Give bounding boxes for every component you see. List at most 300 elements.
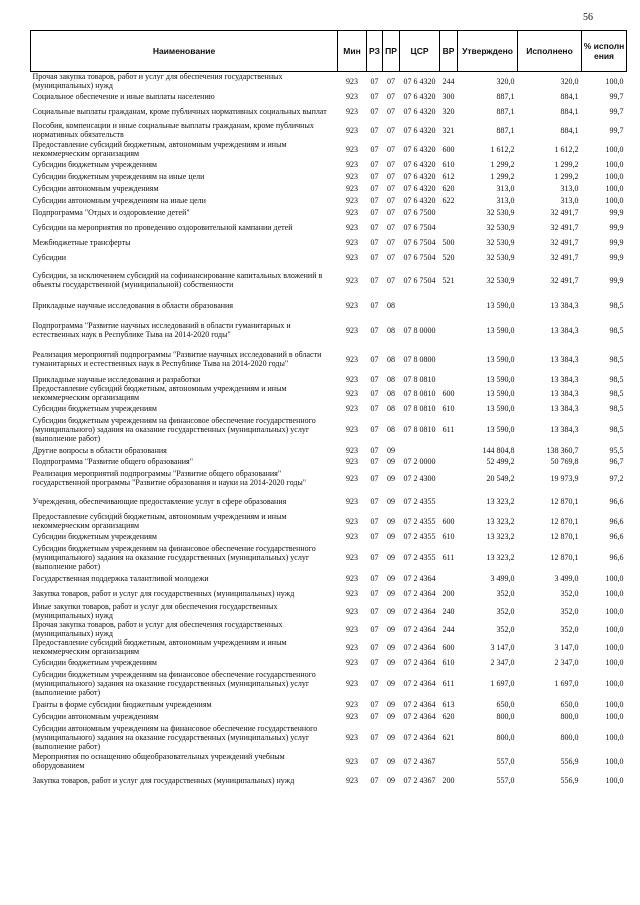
row-rz: 07 (370, 125, 379, 135)
row-name: Субсидии, за исключением субсидий на софинансирование капитальных вложений в объекты государственной (муниципальной) собственности (32, 271, 323, 289)
row-approved: 13 590,0 (486, 354, 515, 364)
row-vr (440, 490, 458, 512)
row-approved: 13 323,2 (486, 516, 515, 526)
row-pr: 08 (387, 300, 395, 310)
row-csr: 07 6 7504 (403, 252, 436, 262)
row-pr: 09 (387, 606, 395, 616)
row-percent: 99,9 (609, 252, 624, 262)
row-vr: 610 (442, 657, 455, 667)
row-percent: 96,6 (609, 531, 624, 541)
row-pr: 09 (387, 756, 395, 766)
row-pr: 09 (387, 775, 395, 785)
row-csr: 07 6 4320 (403, 183, 436, 193)
row-pr: 09 (387, 624, 395, 634)
row-csr: 07 6 7504 (403, 237, 436, 247)
row-vr: 321 (442, 125, 455, 135)
row-rz: 07 (370, 516, 379, 526)
row-executed: 32 491,7 (550, 252, 579, 262)
row-executed: 556,9 (560, 756, 579, 766)
row-pr: 09 (387, 473, 395, 483)
table-row (31, 444, 627, 456)
row-csr: 07 2 4364 (403, 732, 436, 742)
row-min: 923 (346, 252, 358, 262)
row-rz: 07 (370, 207, 379, 217)
row-min: 923 (346, 374, 358, 384)
row-pr: 07 (387, 171, 395, 181)
row-percent: 100,0 (605, 732, 624, 742)
row-min: 923 (346, 275, 358, 285)
row-vr: 612 (442, 171, 455, 181)
row-approved: 13 323,2 (486, 552, 515, 562)
row-rz: 07 (370, 76, 379, 86)
row-pr: 09 (387, 732, 395, 742)
row-percent: 99,9 (609, 222, 624, 232)
row-pr: 07 (387, 183, 395, 193)
row-percent: 100,0 (605, 624, 624, 634)
row-percent: 100,0 (605, 606, 624, 616)
row-approved: 1 697,0 (490, 678, 515, 688)
row-executed: 884,1 (560, 91, 579, 101)
row-executed: 138 360,7 (546, 445, 579, 455)
row-percent: 100,0 (605, 775, 624, 785)
row-csr: 07 2 4355 (403, 531, 436, 541)
row-vr: 600 (442, 388, 455, 398)
row-executed: 13 384,3 (550, 403, 579, 413)
row-executed: 320,0 (560, 76, 579, 86)
row-percent: 100,0 (605, 642, 624, 652)
header-rz: РЗ (367, 31, 383, 72)
row-min: 923 (346, 588, 358, 598)
row-name: Межбюджетные трансферты (32, 237, 131, 247)
row-vr (440, 572, 458, 584)
row-min: 923 (346, 171, 358, 181)
row-name: Прочая закупка товаров, работ и услуг для обеспечения государственных (муниципальных) нужд (32, 72, 283, 90)
row-min: 923 (346, 144, 358, 154)
row-vr: 600 (442, 642, 455, 652)
table-row (31, 770, 627, 790)
row-csr: 07 6 7504 (403, 275, 436, 285)
row-vr (440, 344, 458, 374)
header-csr: ЦСР (400, 31, 440, 72)
row-csr (400, 444, 440, 456)
row-approved: 887,1 (496, 125, 515, 135)
row-rz: 07 (370, 374, 379, 384)
row-approved: 2 347,0 (490, 657, 515, 667)
row-executed: 313,0 (560, 183, 579, 193)
table-row (31, 170, 627, 182)
row-name: Субсидии автономным учреждениям (32, 183, 159, 193)
table-row (31, 602, 627, 620)
row-percent: 98,5 (609, 300, 624, 310)
table-row (31, 218, 627, 236)
row-rz: 07 (370, 678, 379, 688)
row-rz: 07 (370, 300, 379, 310)
row-min: 923 (346, 657, 358, 667)
row-percent: 100,0 (605, 588, 624, 598)
row-rz: 07 (370, 445, 379, 455)
row-pr: 09 (387, 531, 395, 541)
row-approved: 320,0 (496, 76, 515, 86)
row-csr: 07 6 4320 (403, 125, 436, 135)
row-name: Субсидии бюджетным учреждениям на иные цели (32, 171, 205, 181)
row-executed: 32 491,7 (550, 237, 579, 247)
row-executed: 50 769,8 (550, 456, 579, 466)
row-rz: 07 (370, 403, 379, 413)
row-name: Субсидии бюджетным учреждениям на финансовое обеспечение государственного (муниципального) задания на оказание государственных (муниципальных) услуг (выполнение работ) (32, 669, 316, 697)
row-name: Иные закупки товаров, работ и услуг для обеспечения государственных (муниципальных) нужд (32, 602, 278, 620)
table-row (31, 248, 627, 266)
row-csr: 07 8 0810 (403, 388, 436, 398)
table-row (31, 402, 627, 414)
row-csr: 07 2 4367 (403, 775, 436, 785)
row-approved: 352,0 (496, 606, 515, 616)
row-pr: 09 (387, 445, 395, 455)
row-min: 923 (346, 403, 358, 413)
row-executed: 13 384,3 (550, 300, 579, 310)
row-csr: 07 6 4320 (403, 159, 436, 169)
row-min: 923 (346, 775, 358, 785)
row-vr: 610 (442, 159, 455, 169)
row-vr: 300 (442, 91, 455, 101)
row-rz: 07 (370, 711, 379, 721)
row-min: 923 (346, 207, 358, 217)
row-csr: 07 2 4364 (403, 678, 436, 688)
table-row (31, 456, 627, 466)
header-vr: ВР (440, 31, 458, 72)
row-csr: 07 6 7500 (403, 207, 436, 217)
row-name: Субсидии бюджетным учреждениям (32, 159, 157, 169)
row-min: 923 (346, 91, 358, 101)
row-pr: 07 (387, 76, 395, 86)
row-executed: 1 612,2 (554, 144, 579, 154)
row-name: Государственная поддержка талантливой молодежи (32, 573, 209, 583)
row-executed: 13 384,3 (550, 388, 579, 398)
row-percent: 100,0 (605, 573, 624, 583)
row-rz: 07 (370, 325, 379, 335)
table-row (31, 466, 627, 490)
row-vr (440, 374, 458, 384)
row-min: 923 (346, 106, 358, 116)
row-executed: 12 870,1 (550, 531, 579, 541)
row-percent: 98,5 (609, 388, 624, 398)
table-row (31, 374, 627, 384)
row-approved: 13 323,2 (486, 496, 515, 506)
row-executed: 884,1 (560, 106, 579, 116)
row-min: 923 (346, 473, 358, 483)
row-name: Прикладные научные исследования в области образования (32, 300, 233, 310)
row-vr: 500 (442, 237, 455, 247)
row-vr: 200 (442, 588, 455, 598)
row-csr: 07 2 4364 (403, 573, 436, 583)
row-approved: 313,0 (496, 183, 515, 193)
row-vr: 611 (442, 424, 455, 434)
row-pr: 07 (387, 237, 395, 247)
row-vr: 600 (442, 516, 455, 526)
row-csr: 07 6 4320 (403, 171, 436, 181)
row-approved: 13 590,0 (486, 388, 515, 398)
table-row (31, 572, 627, 584)
row-csr: 07 2 4364 (403, 699, 436, 709)
row-csr: 07 2 0000 (403, 456, 436, 466)
header-pr: ПР (383, 31, 400, 72)
row-approved: 557,0 (496, 756, 515, 766)
row-executed: 12 870,1 (550, 516, 579, 526)
row-rz: 07 (370, 91, 379, 101)
row-name: Гранты в форме субсидии бюджетным учреждениям (32, 699, 212, 709)
row-percent: 100,0 (605, 171, 624, 181)
row-vr (440, 206, 458, 218)
row-executed: 13 384,3 (550, 325, 579, 335)
row-executed: 32 491,7 (550, 275, 579, 285)
header-name: Наименование (31, 31, 338, 72)
row-pr: 07 (387, 207, 395, 217)
row-percent: 98,5 (609, 354, 624, 364)
row-executed: 1 299,2 (554, 171, 579, 181)
row-executed: 1 697,0 (554, 678, 579, 688)
row-pr: 09 (387, 588, 395, 598)
row-pr: 09 (387, 573, 395, 583)
row-executed: 800,0 (560, 711, 579, 721)
row-percent: 98,5 (609, 374, 624, 384)
row-approved: 20 549,2 (486, 473, 515, 483)
row-name: Прочая закупка товаров, работ и услуг для обеспечения государственных (муниципальных) нужд (32, 620, 283, 638)
table-row (31, 698, 627, 710)
row-csr: 07 8 0810 (403, 424, 436, 434)
row-approved: 800,0 (496, 711, 515, 721)
row-min: 923 (346, 300, 358, 310)
row-rz: 07 (370, 222, 379, 232)
row-approved: 32 530,9 (486, 252, 515, 262)
table-row (31, 512, 627, 530)
row-min: 923 (346, 76, 358, 86)
row-percent: 99,9 (609, 275, 624, 285)
table-row (31, 316, 627, 344)
row-csr: 07 2 4364 (403, 624, 436, 634)
row-percent: 96,6 (609, 516, 624, 526)
row-vr: 244 (442, 76, 455, 86)
row-executed: 650,0 (560, 699, 579, 709)
table-body (31, 72, 627, 791)
row-csr: 07 6 7504 (403, 222, 436, 232)
row-name: Мероприятия по оснащению общеобразовательных учреждений учебным оборудованием (32, 752, 285, 770)
row-approved: 313,0 (496, 195, 515, 205)
row-vr (440, 456, 458, 466)
row-executed: 1 299,2 (554, 159, 579, 169)
row-name: Субсидии на мероприятия по проведению оздоровительной кампании детей (32, 222, 293, 232)
row-rz: 07 (370, 388, 379, 398)
row-vr (440, 444, 458, 456)
row-vr: 621 (442, 732, 455, 742)
row-csr: 07 8 0810 (403, 403, 436, 413)
row-csr: 07 6 4320 (403, 91, 436, 101)
row-approved: 13 590,0 (486, 300, 515, 310)
table-row (31, 194, 627, 206)
row-executed: 313,0 (560, 195, 579, 205)
table-row (31, 102, 627, 120)
row-pr: 09 (387, 699, 395, 709)
row-executed: 32 491,7 (550, 207, 579, 217)
row-executed: 13 384,3 (550, 424, 579, 434)
row-pr: 09 (387, 516, 395, 526)
row-name: Субсидии автономным учреждениям на финансовое обеспечение государственного (муниципального) задания на оказание государственных (муниципальных) услуг (выполнение работ) (32, 723, 318, 751)
row-csr: 07 2 4364 (403, 642, 436, 652)
row-percent: 96,7 (609, 456, 624, 466)
budget-table (30, 30, 627, 790)
row-name: Социальное обеспечение и иные выплаты населению (32, 91, 215, 101)
row-min: 923 (346, 624, 358, 634)
row-executed: 3 147,0 (554, 642, 579, 652)
row-executed: 3 499,0 (554, 573, 579, 583)
row-vr: 611 (442, 678, 455, 688)
row-percent: 99,9 (609, 207, 624, 217)
row-rz: 07 (370, 183, 379, 193)
row-percent: 99,7 (609, 125, 624, 135)
row-csr: 07 8 0800 (403, 354, 436, 364)
row-min: 923 (346, 424, 358, 434)
row-rz: 07 (370, 699, 379, 709)
table-row (31, 344, 627, 374)
row-min: 923 (346, 456, 358, 466)
row-min: 923 (346, 237, 358, 247)
row-name: Прикладные научные исследования и разработки (32, 374, 201, 384)
row-approved: 13 323,2 (486, 531, 515, 541)
row-executed: 2 347,0 (554, 657, 579, 667)
row-rz: 07 (370, 354, 379, 364)
row-percent: 99,7 (609, 106, 624, 116)
row-min: 923 (346, 573, 358, 583)
row-rz: 07 (370, 531, 379, 541)
row-vr (440, 466, 458, 490)
row-approved: 13 590,0 (486, 424, 515, 434)
row-csr: 07 2 4355 (403, 496, 436, 506)
row-approved: 352,0 (496, 588, 515, 598)
row-pr: 08 (387, 388, 395, 398)
row-percent: 98,5 (609, 325, 624, 335)
row-pr: 07 (387, 125, 395, 135)
table-row (31, 90, 627, 102)
row-name: Субсидии бюджетным учреждениям на финансовое обеспечение государственного (муниципального) задания на оказание государственных (муниципальных) услуг (выполнение работ) (32, 415, 316, 443)
row-name: Субсидии бюджетным учреждениям (32, 657, 157, 667)
row-name: Субсидии бюджетным учреждениям (32, 403, 157, 413)
row-csr: 07 2 4364 (403, 606, 436, 616)
table-row (31, 710, 627, 722)
row-min: 923 (346, 756, 358, 766)
row-rz: 07 (370, 456, 379, 466)
row-approved: 32 530,9 (486, 275, 515, 285)
row-approved: 1 299,2 (490, 159, 515, 169)
table-row (31, 752, 627, 770)
row-rz: 07 (370, 732, 379, 742)
row-approved: 32 530,9 (486, 207, 515, 217)
row-pr: 08 (387, 354, 395, 364)
row-pr: 09 (387, 642, 395, 652)
row-name: Реализация мероприятий подпрограммы "Развитие научных исследований в области гуманитарных и естественных наук в Республике Тыва на 2014-2020 годы" (32, 350, 322, 368)
row-pr: 08 (387, 424, 395, 434)
row-name: Закупка товаров, работ и услуг для государственных (муниципальных) нужд (32, 588, 295, 598)
row-rz: 07 (370, 195, 379, 205)
row-approved: 352,0 (496, 624, 515, 634)
row-name: Реализация мероприятий подпрограммы "Развитие общего образования" государственной программы "Развитие образования и науки на 2014-2020 годы" (32, 469, 307, 487)
row-executed: 19 973,9 (550, 473, 579, 483)
row-pr: 08 (387, 374, 395, 384)
row-csr: 07 2 4364 (403, 657, 436, 667)
row-rz: 07 (370, 275, 379, 285)
row-executed: 13 384,3 (550, 374, 579, 384)
row-name: Субсидии автономным учреждениям (32, 711, 159, 721)
row-approved: 13 590,0 (486, 403, 515, 413)
row-rz: 07 (370, 642, 379, 652)
row-pr: 07 (387, 91, 395, 101)
row-percent: 100,0 (605, 195, 624, 205)
page-number: 56 (583, 12, 593, 23)
row-csr: 07 6 4320 (403, 106, 436, 116)
row-csr (400, 294, 440, 316)
row-min: 923 (346, 354, 358, 364)
row-approved: 52 499,2 (486, 456, 515, 466)
row-name: Предоставление субсидий бюджетным, автономным учреждениям и иным некоммерческим организациям (32, 384, 287, 402)
row-name: Пособия, компенсации и иные социальные выплаты гражданам, кроме публичных нормативных обязательств (32, 121, 314, 139)
row-rz: 07 (370, 496, 379, 506)
table-row (31, 638, 627, 656)
row-approved: 3 147,0 (490, 642, 515, 652)
row-percent: 100,0 (605, 678, 624, 688)
row-approved: 650,0 (496, 699, 515, 709)
row-name: Учреждения, обеспечивающие предоставление услуг в сфере образования (32, 496, 287, 506)
row-percent: 96,6 (609, 552, 624, 562)
row-csr: 07 2 4364 (403, 711, 436, 721)
table-row (31, 206, 627, 218)
header-approved: Утверждено (458, 31, 518, 72)
row-percent: 99,7 (609, 91, 624, 101)
row-rz: 07 (370, 775, 379, 785)
table-row (31, 266, 627, 294)
row-percent: 100,0 (605, 699, 624, 709)
row-executed: 352,0 (560, 624, 579, 634)
row-rz: 07 (370, 588, 379, 598)
row-percent: 100,0 (605, 144, 624, 154)
row-rz: 07 (370, 657, 379, 667)
row-approved: 13 590,0 (486, 325, 515, 335)
row-vr: 610 (442, 531, 455, 541)
row-min: 923 (346, 732, 358, 742)
row-pr: 07 (387, 144, 395, 154)
row-name: Предоставление субсидий бюджетным, автономным учреждениям и иным некоммерческим организациям (32, 140, 287, 158)
row-rz: 07 (370, 552, 379, 562)
table-row (31, 414, 627, 444)
row-approved: 1 299,2 (490, 171, 515, 181)
table-header-row (31, 31, 627, 72)
row-approved: 800,0 (496, 732, 515, 742)
row-rz: 07 (370, 171, 379, 181)
row-vr: 622 (442, 195, 455, 205)
row-name: Социальные выплаты гражданам, кроме публичных нормативных социальных выплат (32, 106, 327, 116)
row-name: Субсидии (32, 252, 67, 262)
row-approved: 32 530,9 (486, 237, 515, 247)
row-min: 923 (346, 496, 358, 506)
row-percent: 100,0 (605, 756, 624, 766)
row-vr: 200 (442, 775, 455, 785)
table-row (31, 158, 627, 170)
row-csr: 07 2 4364 (403, 588, 436, 598)
row-percent: 100,0 (605, 657, 624, 667)
row-vr (440, 294, 458, 316)
row-min: 923 (346, 678, 358, 688)
row-name: Подпрограмма "Развитие научных исследований в области гуманитарных и естественных наук в Республике Тыва на 2014-2020 годы" (32, 321, 291, 339)
row-vr: 240 (442, 606, 455, 616)
row-min: 923 (346, 642, 358, 652)
row-min: 923 (346, 516, 358, 526)
row-pr: 09 (387, 678, 395, 688)
